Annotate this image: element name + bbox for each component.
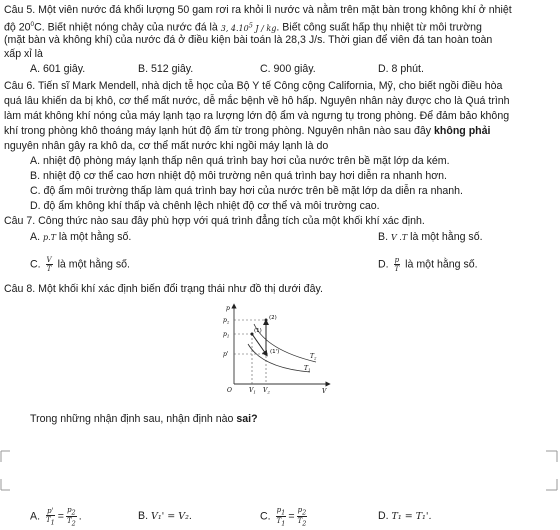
state-1-label: (1): [254, 328, 262, 334]
state-1p-label: (1'): [270, 349, 280, 355]
q6-option-c: C. độ ẩm môi trường thấp làm quá trình bay hơi của nước trên bề mặt lớp da diễn ra nhanh.: [30, 185, 463, 197]
q8-stem: Câu 8. Một khối khí xác định biến đổi trạng thái như đồ thị dưới đây.: [4, 283, 323, 295]
q6-option-d: D. độ ẩm không khí thấp và chênh lệch nhiệt độ cơ thể và môi trường cao.: [30, 200, 380, 212]
q6-line-2: quá lâu khiến da bị khô, cơ thể mất nước, dễ mắc bệnh về hô hấp. Nguyên nhân này được cho là Quá trình: [4, 95, 510, 107]
t2-label: $T_2$: [310, 353, 317, 361]
v-axis-label: V: [322, 388, 327, 395]
q6-line-3: làm mát không khí nóng của máy lạnh tạo ra lượng lớn độ ẩm và ngưng tụ trong phòng. Để đảm bảo không: [4, 110, 510, 122]
q8-question: Trong những nhận định sau, nhận định nào sai?: [30, 413, 258, 425]
q7-option-c: C. $\frac{V}{T}$ là một hằng số.: [30, 256, 130, 273]
q5-line-3: (mặt bàn và không khí) của nước đá ở điều kiện bài toán là 28,3 J/s. Thời gian để viên đá tan hoàn toàn: [4, 34, 493, 46]
q5-option-c: C. 900 giây.: [260, 63, 316, 75]
t1-label: $T_1$: [304, 365, 311, 373]
p-axis-label: p: [226, 305, 230, 312]
q7-options-row-2: [0, 256, 560, 273]
scan-corner-top-left: [0, 450, 12, 464]
scan-corner-top-right: [544, 450, 558, 464]
p2-label: $p_2$: [223, 317, 230, 325]
scan-corner-bottom-right: [544, 478, 558, 492]
q5-options: [0, 62, 560, 76]
origin-label: O: [227, 387, 232, 394]
q6-line-4: khí trong phòng khô thoáng máy lạnh hút độ ẩm từ trong phòng. Nguyên nhân nào sau đây không phải: [4, 125, 491, 137]
latent-heat-value: 3, 4.10$^5$ J / kg: [220, 21, 277, 33]
q5-option-b: B. 512 giây.: [138, 63, 194, 75]
process-1-to-1p: [252, 334, 266, 354]
q5-option-a: A. 601 giây.: [30, 63, 86, 75]
q7-option-a: A. p.T là một hằng số.: [30, 231, 132, 243]
q8-option-c: C. $\frac{p_1}{T_1}$ = $\frac{p_2}{T_2}$: [260, 506, 307, 528]
p1-label: $p_1$: [223, 331, 230, 339]
q5-line-4: xấp xỉ là: [4, 48, 43, 60]
q8-option-b: B. V₁' = V₂.: [138, 510, 192, 522]
q7-options-row-1: [0, 230, 560, 244]
q5-line-2: độ $20^0C$. Biết nhiệt nóng chảy của nước đá là 3, 4.10$^5$ J / kg. Biết công suất hấp thụ nhiệt từ môi trường: [4, 21, 482, 34]
q8-options: [0, 506, 560, 526]
q6-option-a: A. nhiệt độ phòng máy lạnh thấp nên quá trình bay hơi của nước trên bề mặt lớp da kém.: [30, 155, 450, 167]
q7-stem: Câu 7. Công thức nào sau đây phù hợp với quá trình đẳng tích của một khối khí xác định.: [4, 215, 425, 227]
q6-emphasis: không phải: [433, 125, 491, 137]
q6-option-b: B. nhiệt độ cơ thể cao hơn nhiệt độ môi trường nên quá trình bay hơi diễn ra nhanh hơn.: [30, 170, 447, 182]
q6-line-5: nguyên nhân gây ra khô da, cơ thể mất nước khi ngồi máy lạnh là do: [4, 140, 329, 152]
v1-label: $V_1$: [249, 387, 256, 395]
pv-diagram: [218, 300, 336, 396]
scan-corner-bottom-left: [0, 478, 12, 492]
q8-option-d: D. T₁ = T₁'.: [378, 510, 432, 522]
q8-option-a: A. $\frac{p'}{T_1}$ = $\frac{p_2}{T_2}$ .: [30, 506, 82, 528]
isotherm-t2: [254, 324, 316, 362]
q7-option-d: D. $\frac{p}{T}$ là một hằng số.: [378, 256, 478, 273]
q6-line-1: Câu 6. Tiến sĩ Mark Mendell, nhà dịch tễ học của Bộ Y tế Công cộng California, Mỹ, cho biết ngồi điều hòa: [4, 80, 503, 92]
state-2-label: (2): [269, 315, 277, 321]
v2-label: $V_2$: [263, 387, 270, 395]
p-prime-label: p': [223, 351, 229, 358]
q7-option-b: B. V .T là một hằng số.: [378, 231, 483, 243]
q5-line-1: Câu 5. Một viên nước đá khối lượng 50 gam rơi ra khỏi lì nước và nằm trên mặt bàn trong không khí ở nhiệt: [4, 4, 512, 16]
q5-option-d: D. 8 phút.: [378, 63, 424, 75]
